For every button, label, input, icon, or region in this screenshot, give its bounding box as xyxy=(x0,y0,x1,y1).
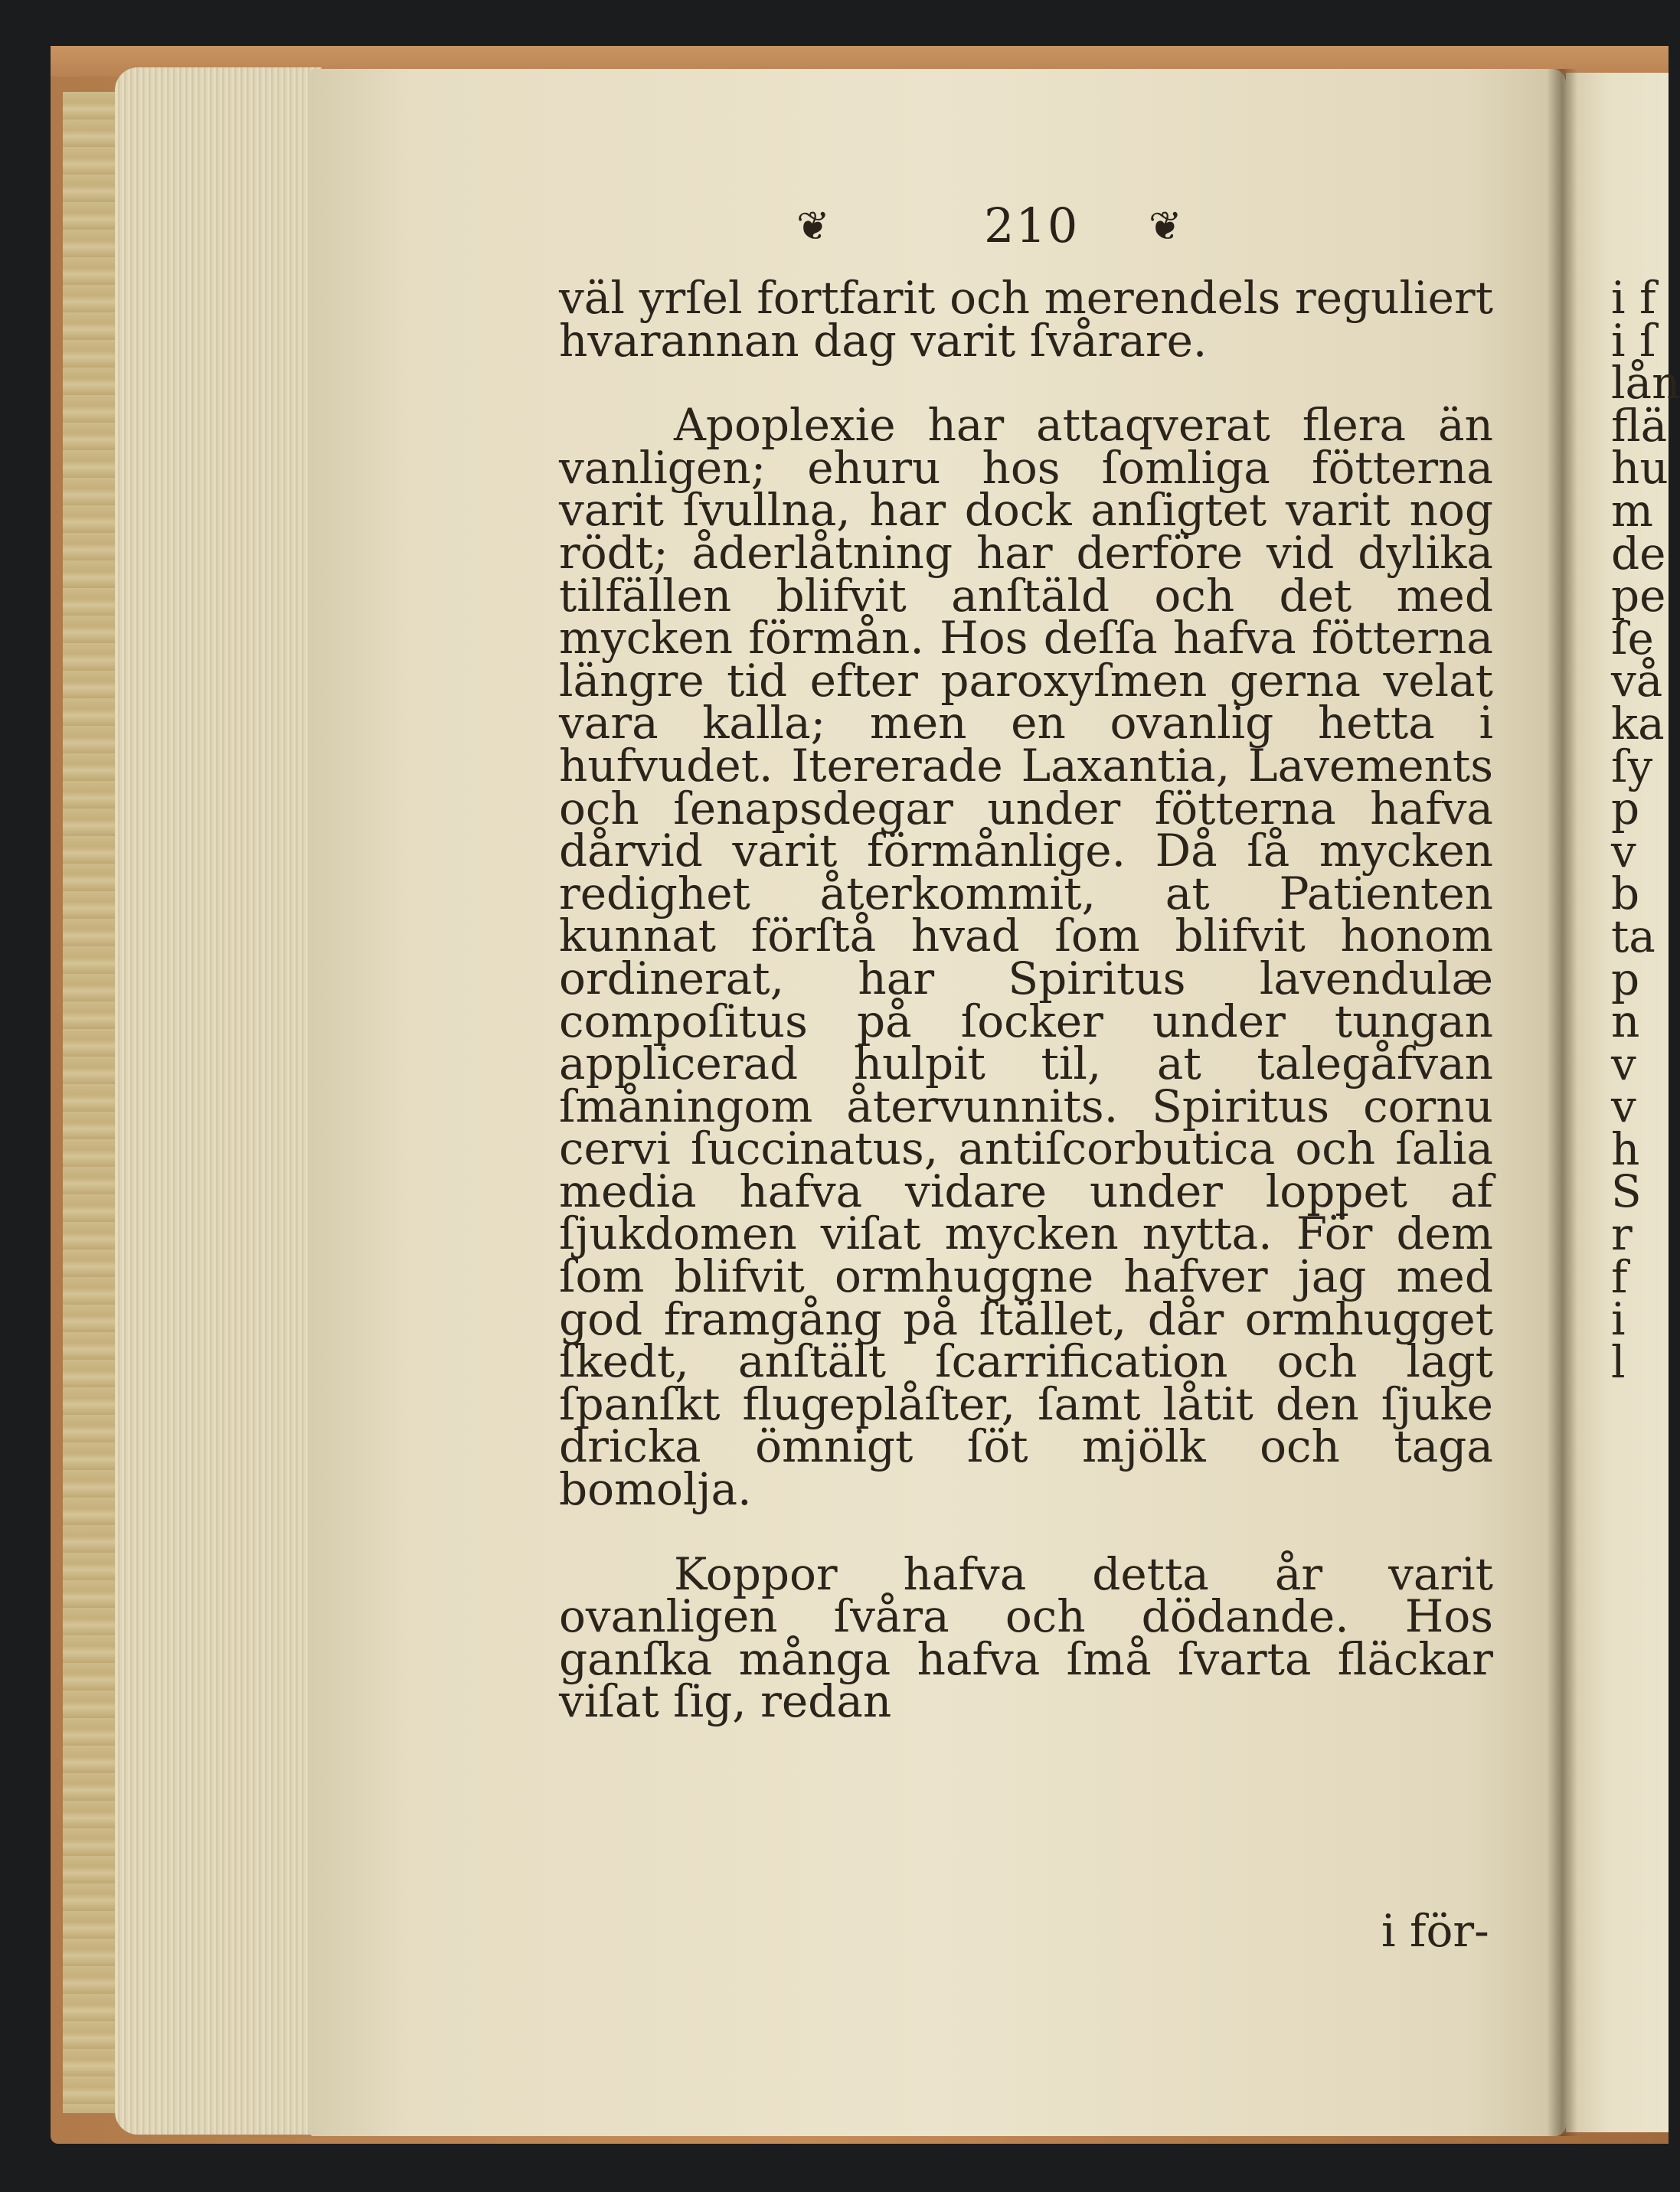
facing-line: v xyxy=(1611,825,1636,877)
facing-line: p xyxy=(1611,782,1640,835)
page-number: 210 xyxy=(984,198,1080,253)
catchword: i för- xyxy=(1381,1905,1489,1957)
facing-line: i xyxy=(1611,1293,1626,1346)
facing-line: lån xyxy=(1611,357,1680,410)
book-gutter xyxy=(1547,69,1577,2136)
facing-line: flä xyxy=(1611,399,1668,452)
facing-line: ſe xyxy=(1611,612,1654,665)
facing-line: ka xyxy=(1611,697,1665,750)
ornament-left-icon: ❦ xyxy=(796,204,830,250)
body-text xyxy=(559,272,1493,1766)
facing-line: b xyxy=(1611,867,1640,920)
facing-line: i f xyxy=(1611,272,1656,324)
facing-line: h xyxy=(1611,1122,1640,1175)
paragraph-apoplexie: Apoplexie har attaqverat flera än vanligen; ehuru hos ſomliga fötterna varit ſvullna, har dock anſigtet varit nog rödt; åderlåtning har derföre vid dylika tilfällen blifvit anſtäld och det med mycken förmån. Hos deſſa hafva fötterna längre tid efter paroxyſmen gerna velat vara kalla; men en ovanlig hetta i hufvudet. Itererade Laxantia, Lavements och ſenapsdegar under fötterna hafva dårvid varit förmånlige. Då ſå mycken redighet återkommit, at Patienten kunnat förſtå hvad ſom blifvit honom ordinerat, har Spiritus lavendulæ compoſitus på ſocker under tungan applicerad hulpit til, at talegåfvan ſmåningom återvunnits. Spiritus cornu cervi ſuccinatus, antiſcorbutica och ſalia media hafva vidare under loppet af ſjukdomen viſat mycken nytta. För dem ſom blifvit ormhuggne hafver jag med god framgång på ſtället, dår ormhugget ſkedt, anſtält ſcarrification och lagt ſpanſkt flugeplåſter, ſamt låtit den ſjuke dricka ömnigt ſöt mjölk och taga bomolja. xyxy=(559,399,1493,1516)
paragraph-koppor: Koppor hafva detta år varit ovanligen ſvåra och dödande. Hos ganſka många hafva ſmå ſvarta fläckar viſat ſig, redan xyxy=(559,1547,1493,1728)
facing-line: v xyxy=(1611,1037,1636,1090)
facing-line: vå xyxy=(1611,655,1663,707)
page-header xyxy=(796,193,1182,254)
facing-line: de xyxy=(1611,527,1666,580)
facing-line: S xyxy=(1611,1165,1642,1218)
facing-page-text xyxy=(1611,272,1680,1388)
ornament-right-icon: ❦ xyxy=(1149,204,1182,250)
facing-line: f xyxy=(1611,1250,1628,1303)
facing-line: pe xyxy=(1611,570,1666,622)
facing-line: l xyxy=(1611,1335,1626,1388)
facing-line: ſy xyxy=(1611,740,1653,792)
facing-line: hu xyxy=(1611,442,1669,495)
facing-line: i ſ xyxy=(1611,314,1656,367)
facing-line: ta xyxy=(1611,910,1655,962)
facing-line: v xyxy=(1611,1080,1636,1133)
page-stack-edges xyxy=(115,67,322,2135)
facing-line: n xyxy=(1611,995,1640,1048)
facing-line: m xyxy=(1611,484,1653,537)
facing-line: p xyxy=(1611,952,1640,1005)
facing-line: r xyxy=(1611,1208,1633,1261)
paragraph-continued: väl yrſel fortfarit och merendels reguliert hvarannan dag varit ſvårare. xyxy=(559,272,1493,367)
